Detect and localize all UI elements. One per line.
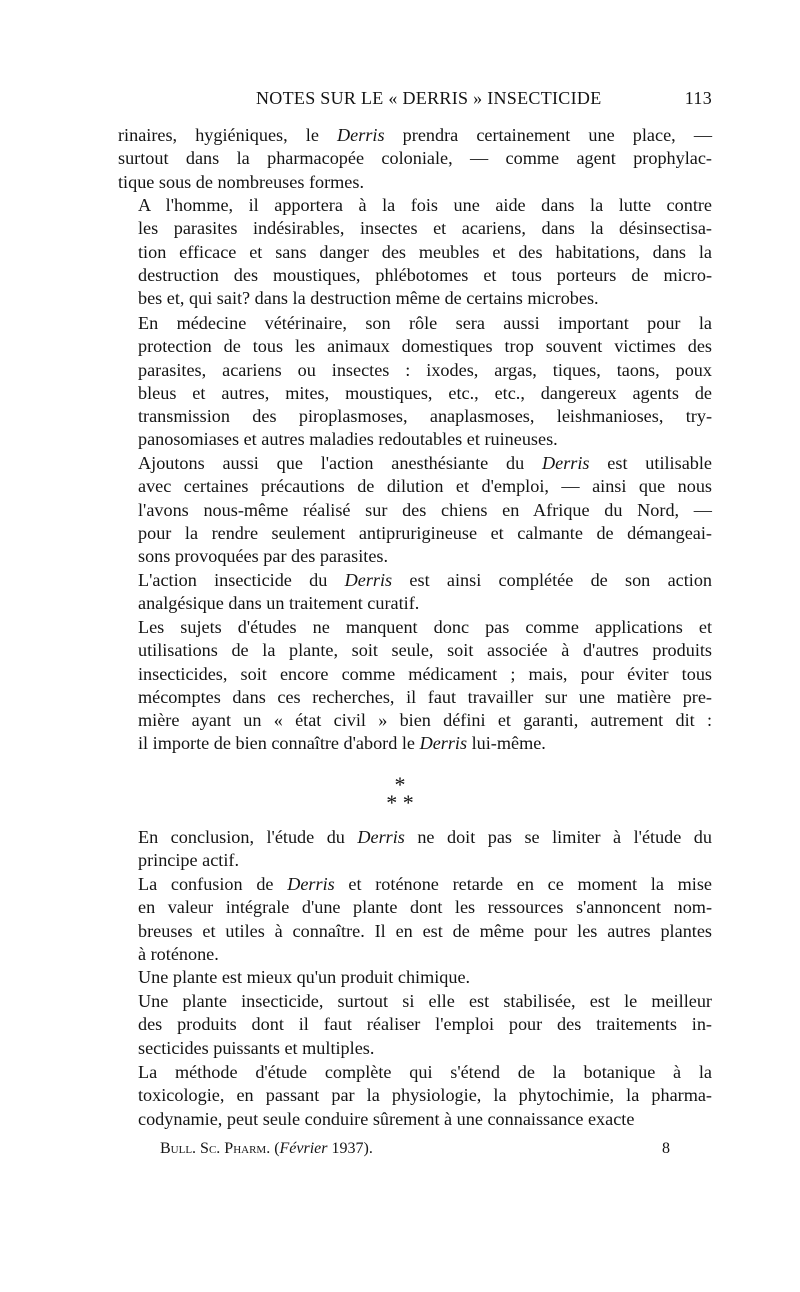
text-line: mière ayant un « état civil » bien défini et garanti, autrement dit :	[138, 710, 712, 731]
paragraph	[118, 194, 712, 310]
paragraph	[118, 452, 712, 568]
text-line: La confusion de Derris et roténone retarde en ce moment la mise	[138, 874, 712, 894]
text-line: panosomiases et autres maladies redoutables et ruineuses.	[138, 429, 558, 450]
asterism-divider: * * *	[386, 772, 414, 815]
text-line: Une plante insecticide, surtout si elle est stabilisée, est le meilleur	[138, 991, 712, 1011]
paragraph	[118, 616, 712, 756]
text-line: sons provoquées par des parasites.	[138, 546, 389, 567]
text-line: breuses et utiles à connaître. Il en est de même pour les autres plantes	[138, 920, 712, 941]
text-line: à roténone.	[138, 943, 219, 964]
text-line: l'avons nous-même réalisé sur des chiens en Afrique du Nord, —	[138, 499, 712, 520]
page-number: 113	[684, 88, 712, 108]
text-line: Une plante est mieux qu'un produit chimique.	[138, 967, 471, 987]
paragraph	[118, 124, 712, 194]
text-line: transmission des piroplasmoses, anaplasmoses, leishmanioses, try-	[138, 406, 712, 427]
text-line: parasites, acariens ou insectes : ixodes, argas, tiques, taons, poux	[138, 359, 712, 380]
text-line: insecticides, soit encore comme médicament ; mais, pour éviter tous	[138, 663, 712, 684]
text-line: En conclusion, l'étude du Derris ne doit pas se limiter à l'étude du	[138, 827, 712, 847]
paragraph	[118, 966, 712, 989]
paragraph	[118, 1061, 712, 1131]
text-line: protection de tous les animaux domestiques trop souvent victimes des	[138, 336, 712, 357]
paragraph	[118, 873, 712, 966]
text-line: les parasites indésirables, insectes et acariens, dans la désinsectisa-	[138, 218, 712, 239]
text-line: en valeur intégrale d'une plante dont les ressources s'annoncent nom-	[138, 897, 712, 918]
text-line: bes et, qui sait? dans la destruction même de certains microbes.	[138, 288, 599, 309]
journal-citation: Bull. Sc. Pharm.	[160, 1140, 271, 1157]
citation-year: 1937	[331, 1140, 364, 1157]
page-footer: Bull. Sc. Pharm. (Février 1937). 8	[160, 1140, 670, 1157]
paragraph	[118, 312, 712, 452]
text-line: utilisations de la plante, soit seule, soit associée à d'autres produits	[138, 640, 712, 661]
text-line: rinaires, hygiéniques, le Derris prendra certainement une place, —	[118, 125, 713, 145]
text-line: tion efficace et sans danger des meubles et des habitations, dans la	[138, 241, 712, 262]
text-line: secticides puissants et multiples.	[138, 1037, 375, 1058]
text-line: il importe de bien connaître d'abord le Derris lui-même.	[138, 733, 546, 754]
running-title: NOTES SUR LE « DERRIS » INSECTICIDE	[256, 88, 602, 108]
text-line: avec certaines précautions de dilution et d'emploi, — ainsi que nous	[138, 476, 712, 497]
text-line: analgésique dans un traitement curatif.	[138, 593, 420, 614]
paragraph	[118, 826, 712, 873]
paragraph	[118, 990, 712, 1060]
citation-month: Février	[279, 1140, 328, 1157]
text-line: mécomptes dans ces recherches, il faut travailler sur une matière pre-	[138, 686, 712, 707]
text-line: toxicologie, en passant par la physiologie, la phytochimie, la pharma-	[138, 1085, 712, 1106]
text-line: destruction des moustiques, phlébotomes et tous porteurs de micro-	[138, 264, 712, 285]
text-line: des produits dont il faut réaliser l'emploi pour des traitements in-	[138, 1014, 712, 1035]
text-line: Ajoutons aussi que l'action anesthésiante du Derris est utilisable	[138, 453, 712, 473]
text-line: En médecine vétérinaire, son rôle sera aussi important pour la	[138, 313, 712, 333]
text-line: pour la rendre seulement antiprurigineuse et calmante de démangeai-	[138, 522, 712, 543]
text-line: La méthode d'étude complète qui s'étend de la botanique à la	[138, 1062, 712, 1082]
text-line: L'action insecticide du Derris est ainsi complétée de son action	[138, 570, 713, 590]
sheet-number: 8	[662, 1140, 670, 1157]
text-line: Les sujets d'études ne manquent donc pas comme applications et	[138, 617, 712, 637]
text-line: principe actif.	[138, 850, 239, 871]
text-line: codynamie, peut seule conduire sûrement à une connaissance exacte	[138, 1108, 635, 1129]
paragraph	[118, 569, 712, 616]
text-line: tique sous de nombreuses formes.	[118, 171, 364, 192]
text-line: bleus et autres, mites, moustiques, etc., etc., dangereux agents de	[138, 382, 712, 403]
text-line: A l'homme, il apportera à la fois une aide dans la lutte contre	[138, 195, 712, 215]
text-line: surtout dans la pharmacopée coloniale, — comme agent prophylac-	[118, 148, 712, 169]
